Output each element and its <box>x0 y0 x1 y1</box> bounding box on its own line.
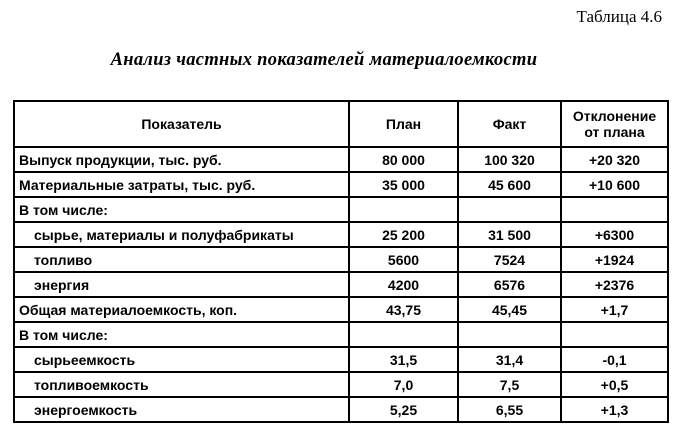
plan-cell: 31,5 <box>349 347 458 372</box>
plan-cell: 25 200 <box>349 222 458 247</box>
indicator-cell: энергоемкость <box>14 397 349 422</box>
indicator-cell: Общая материалоемкость, коп. <box>14 297 349 322</box>
plan-cell: 5600 <box>349 247 458 272</box>
table-number-label: Таблица 4.6 <box>576 7 662 26</box>
deviation-cell: +1924 <box>561 247 668 272</box>
indicator-cell: сырье, материалы и полуфабрикаты <box>14 222 349 247</box>
deviation-cell <box>561 322 668 347</box>
table-row <box>14 397 668 422</box>
indicator-cell: В том числе: <box>14 322 349 347</box>
indicator-cell: Материальные затраты, тыс. руб. <box>14 172 349 197</box>
fact-cell: 45,45 <box>458 297 561 322</box>
deviation-cell: +1,7 <box>561 297 668 322</box>
table-row <box>14 297 668 322</box>
fact-cell: 31,4 <box>458 347 561 372</box>
material-intensity-table <box>13 100 669 423</box>
plan-cell: 43,75 <box>349 297 458 322</box>
column-header-plan: План <box>349 101 458 147</box>
column-header-fact: Факт <box>458 101 561 147</box>
deviation-cell: +10 600 <box>561 172 668 197</box>
fact-cell: 7,5 <box>458 372 561 397</box>
fact-cell <box>458 322 561 347</box>
plan-cell <box>349 197 458 222</box>
fact-cell <box>458 197 561 222</box>
deviation-cell: +6300 <box>561 222 668 247</box>
plan-cell: 80 000 <box>349 147 458 172</box>
header-row <box>14 101 668 147</box>
table-row <box>14 197 668 222</box>
fact-cell: 45 600 <box>458 172 561 197</box>
deviation-cell <box>561 197 668 222</box>
deviation-cell: +2376 <box>561 272 668 297</box>
column-header-deviation: Отклонение от плана <box>561 101 668 147</box>
fact-cell: 31 500 <box>458 222 561 247</box>
deviation-cell: +0,5 <box>561 372 668 397</box>
fact-cell: 6,55 <box>458 397 561 422</box>
indicator-cell: В том числе: <box>14 197 349 222</box>
deviation-cell: +1,3 <box>561 397 668 422</box>
fact-cell: 100 320 <box>458 147 561 172</box>
indicator-cell: сырьеемкость <box>14 347 349 372</box>
plan-cell: 35 000 <box>349 172 458 197</box>
table-row <box>14 322 668 347</box>
plan-cell: 4200 <box>349 272 458 297</box>
table-row <box>14 222 668 247</box>
column-header-indicator: Показатель <box>14 101 349 147</box>
table-row <box>14 347 668 372</box>
deviation-cell: -0,1 <box>561 347 668 372</box>
table-row <box>14 147 668 172</box>
indicator-cell: топливоемкость <box>14 372 349 397</box>
indicator-cell: Выпуск продукции, тыс. руб. <box>14 147 349 172</box>
plan-cell: 7,0 <box>349 372 458 397</box>
fact-cell: 7524 <box>458 247 561 272</box>
fact-cell: 6576 <box>458 272 561 297</box>
table-row <box>14 372 668 397</box>
plan-cell <box>349 322 458 347</box>
table-row <box>14 247 668 272</box>
indicator-cell: энергия <box>14 272 349 297</box>
table-row <box>14 272 668 297</box>
table-row <box>14 172 668 197</box>
deviation-cell: +20 320 <box>561 147 668 172</box>
document-title: Анализ частных показателей материалоемкости <box>110 50 538 70</box>
plan-cell: 5,25 <box>349 397 458 422</box>
indicator-cell: топливо <box>14 247 349 272</box>
